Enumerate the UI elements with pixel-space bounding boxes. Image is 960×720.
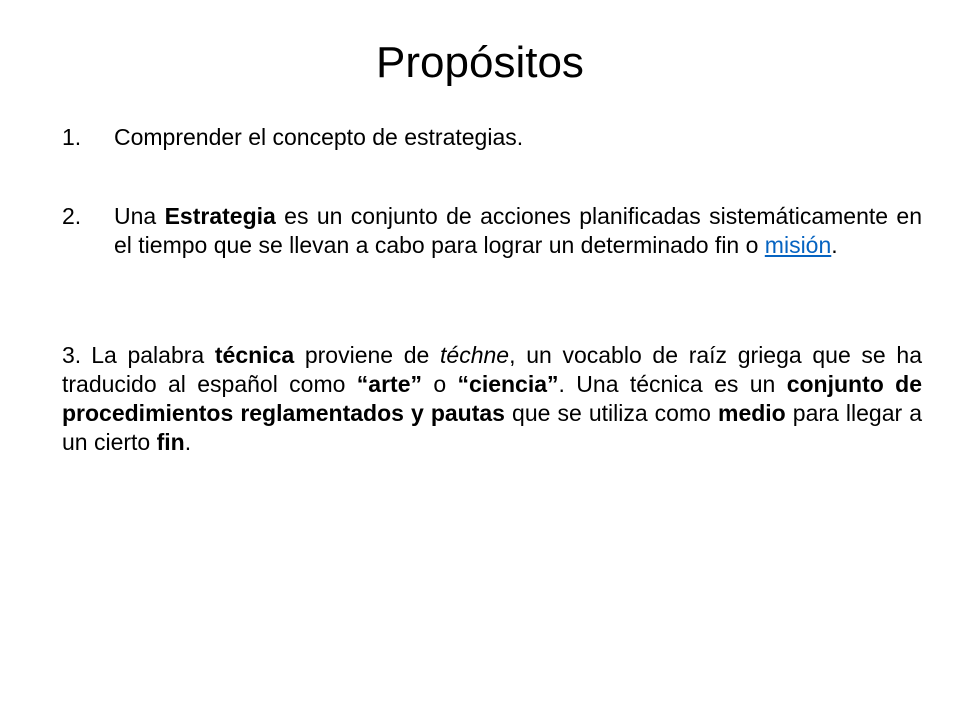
item2-text-1: Una: [114, 203, 165, 229]
term-procedimientos: conjunto de procedimientos reglamentados y pautas: [62, 371, 922, 426]
term-techne: téchne: [440, 342, 510, 368]
list-item-2: [62, 202, 922, 260]
item3-text-7: para llegar a un cierto: [62, 400, 922, 455]
term-arte: “arte”: [356, 371, 422, 397]
item2-text-2: es un conjunto de acciones planificadas sistemáticamente en el tiempo que se llevan a cabo para lograr un determinado fin o: [114, 203, 922, 258]
term-estrategia: Estrategia: [164, 203, 276, 229]
item3-text-3: , un vocablo de raíz griega que se ha traducido al español como: [62, 342, 923, 397]
slide-title: Propósitos: [376, 38, 584, 87]
term-tecnica: técnica: [214, 342, 295, 368]
item3-text-6: que se utiliza como: [504, 400, 718, 426]
term-medio: medio: [718, 400, 786, 426]
list-item-1: [62, 123, 922, 152]
term-ciencia: “ciencia”: [457, 371, 559, 397]
paragraph-3: [62, 341, 922, 457]
list-number: 1.: [62, 124, 82, 150]
list-number: 2.: [62, 203, 82, 229]
item3-text-8: .: [184, 429, 192, 455]
item3-text-1: La palabra: [91, 342, 215, 368]
mision-link[interactable]: misión: [764, 232, 832, 258]
item2-text-3: .: [831, 232, 838, 258]
item3-text-4: o: [422, 371, 458, 397]
item3-text-2: proviene de: [294, 342, 441, 368]
list-number: 3.: [62, 342, 82, 368]
item1-text: Comprender el concepto de estrategias.: [114, 124, 524, 150]
list-item-text: [114, 123, 922, 152]
term-fin: fin: [156, 429, 185, 455]
item3-text-5: . Una técnica es un: [558, 371, 787, 397]
list-item-text: [114, 202, 922, 260]
